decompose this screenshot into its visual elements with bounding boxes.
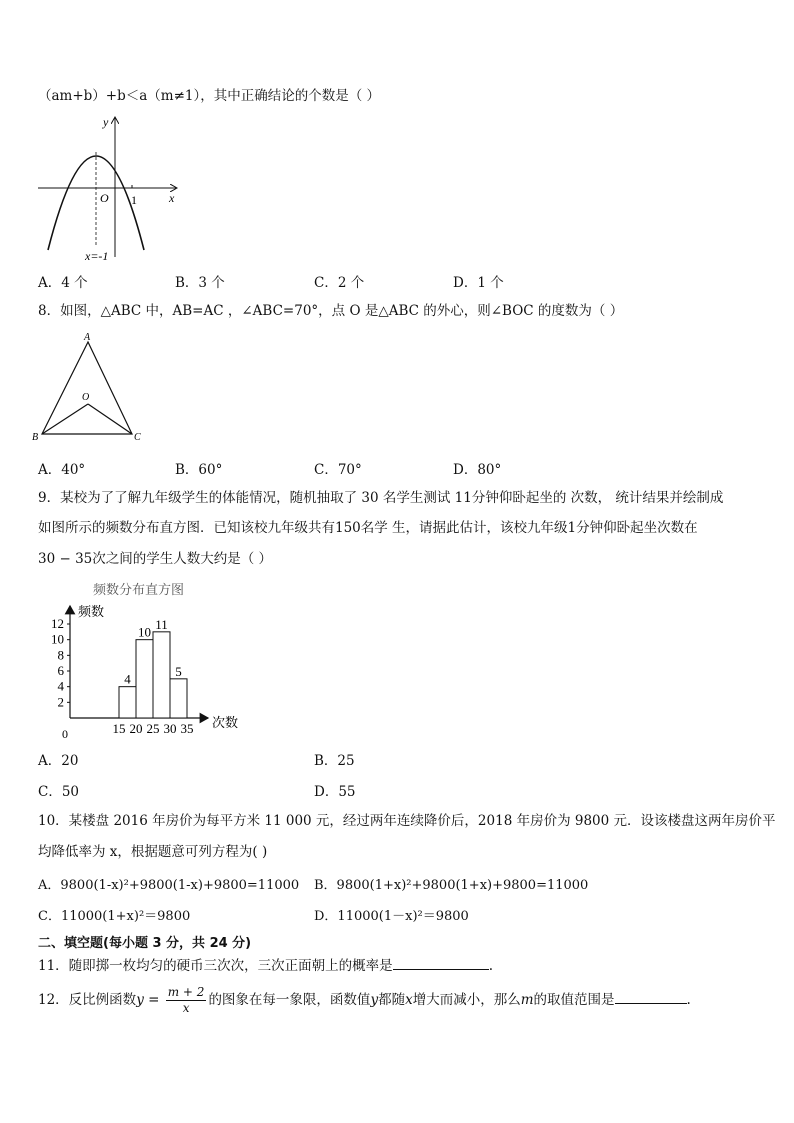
y-tick-label-8: 8 (57, 647, 64, 663)
q8-option-c[interactable]: C．70° (314, 462, 362, 478)
q10-stem-line1: 10．某楼盘 2016 年房价为每平方米 11 000 元，经过两年连续降价后，2018 年房价为 9800 元．设该楼盘这两年房价平 (38, 813, 776, 829)
vertex-b-label: B (32, 432, 39, 443)
q10-stem-line2: 均降低率为 x，根据题意可列方程为( ) (38, 844, 268, 860)
q12-prefix: 12．反比例函数 (38, 992, 137, 1008)
q7-option-a[interactable]: A．4 个 (38, 275, 88, 291)
origin-label: O (100, 191, 109, 205)
q8-triangle-figure (30, 330, 150, 445)
q11-answer-blank[interactable] (393, 957, 489, 970)
q8-option-d[interactable]: D．80° (453, 462, 502, 478)
q7-option-b[interactable]: B．3 个 (175, 275, 225, 291)
q12-var-y2: y (370, 992, 379, 1008)
bar-25-30 (153, 632, 170, 718)
q10-option-c[interactable]: C．11000(1+x)²＝9800 (38, 909, 191, 924)
q12-var-m: m (520, 992, 534, 1008)
q12-var-x: x (405, 992, 413, 1008)
x-tick-label-25: 25 (146, 721, 160, 736)
histogram-title: 频数分布直方图 (93, 582, 185, 597)
q9-stem-line1: 9．某校为了了解九年级学生的体能情况，随机抽取了 30 名学生测试 11分钟仰卧起坐的 次数， 统计结果并绘制成 (38, 490, 724, 506)
x-tick-label-35: 35 (180, 721, 194, 736)
x-tick-label-20: 20 (129, 721, 143, 736)
q8-stem: 8．如图，△ABC 中，AB=AC ，∠ABC=70°，点 O 是△ABC 的外心，则∠BOC 的度数为（ ） (38, 303, 624, 319)
y-tick-label-2: 2 (57, 694, 64, 710)
q8-option-a[interactable]: A．40° (38, 462, 86, 478)
bar-15-20 (119, 687, 136, 718)
q8-option-b[interactable]: B．60° (175, 462, 223, 478)
q12-text-1: 的图象在每一象限，函数值 (208, 992, 371, 1008)
q10-option-b[interactable]: B．9800(1+x)²+9800(1+x)+9800=11000 (314, 878, 589, 893)
section-heading-fill-in: 二、填空题(每小题 3 分，共 24 分) (38, 936, 252, 951)
bar-20-25 (136, 640, 153, 718)
q9-option-a[interactable]: A．20 (38, 753, 79, 769)
q7-stem-tail: （am+b）+b＜a（m≠1），其中正确结论的个数是（ ） (38, 88, 381, 104)
q9-histogram (48, 578, 258, 740)
vertex-a-label: A (84, 332, 91, 343)
q12-text-4: 的取值范围是 (533, 992, 615, 1008)
q12-text-3: 增大而减小，那么 (412, 992, 521, 1008)
q9-stem-line3: 30 − 35次之间的学生人数大约是（ ） (38, 551, 273, 567)
q12-text-2: 都随 (378, 992, 406, 1008)
q11-period: . (488, 958, 493, 974)
q12-fraction-numerator: m + 2 (167, 985, 205, 999)
q11-line (38, 957, 493, 975)
bar-label-15-20: 4 (124, 671, 131, 687)
triangle-abc (42, 342, 132, 434)
x-tick-label-15: 15 (112, 721, 126, 736)
y-tick-label-4: 4 (57, 678, 64, 694)
histogram-ylabel: 频数 (78, 604, 105, 619)
q9-option-b[interactable]: B．25 (314, 753, 355, 769)
y-axis-label: y (103, 115, 109, 129)
point-o-label: O (82, 392, 90, 403)
q12-period: . (686, 992, 691, 1008)
tick-one-label: 1 (131, 193, 137, 207)
symmetry-label: x=-1 (85, 249, 109, 263)
x-axis-label: x (169, 191, 175, 205)
q9-option-d[interactable]: D．55 (314, 784, 356, 800)
q12-line (38, 983, 691, 1017)
y-tick-label-12: 12 (51, 616, 64, 631)
q7-option-d[interactable]: D．1 个 (453, 275, 504, 291)
q12-equals: = (143, 992, 164, 1008)
y-tick-label-10: 10 (51, 631, 64, 647)
q9-option-c[interactable]: C．50 (38, 784, 80, 800)
y-tick-label-6: 6 (57, 663, 64, 678)
bar-label-25-30: 11 (155, 616, 168, 632)
q12-fraction (166, 985, 207, 1016)
bar-label-30-35: 5 (175, 663, 182, 679)
q12-answer-blank[interactable] (615, 991, 687, 1004)
q7-option-c[interactable]: C．2 个 (314, 275, 365, 291)
q12-fraction-denominator: x (182, 1001, 190, 1015)
bar-label-20-25: 10 (138, 624, 151, 640)
x-tick-label-30: 30 (163, 721, 177, 736)
q11-stem: 11．随即掷一枚均匀的硬币三次次，三次正面朝上的概率是 (38, 958, 393, 974)
q7-parabola-graph (30, 112, 190, 264)
q10-option-a[interactable]: A．9800(1-x)²+9800(1-x)+9800=11000 (38, 878, 300, 893)
q12-var-y: y (136, 992, 144, 1008)
bar-30-35 (170, 679, 187, 718)
histogram-origin: 0 (62, 727, 68, 740)
q9-stem-line2: 如图所示的频数分布直方图．已知该校九年级共有150名学 生，请据此估计，该校九年级1分钟仰卧起坐次数在 (38, 520, 698, 536)
vertex-c-label: C (134, 432, 141, 443)
q10-option-d[interactable]: D．11000(1－x)²＝9800 (314, 909, 469, 924)
histogram-xlabel: 次数 (212, 715, 239, 730)
